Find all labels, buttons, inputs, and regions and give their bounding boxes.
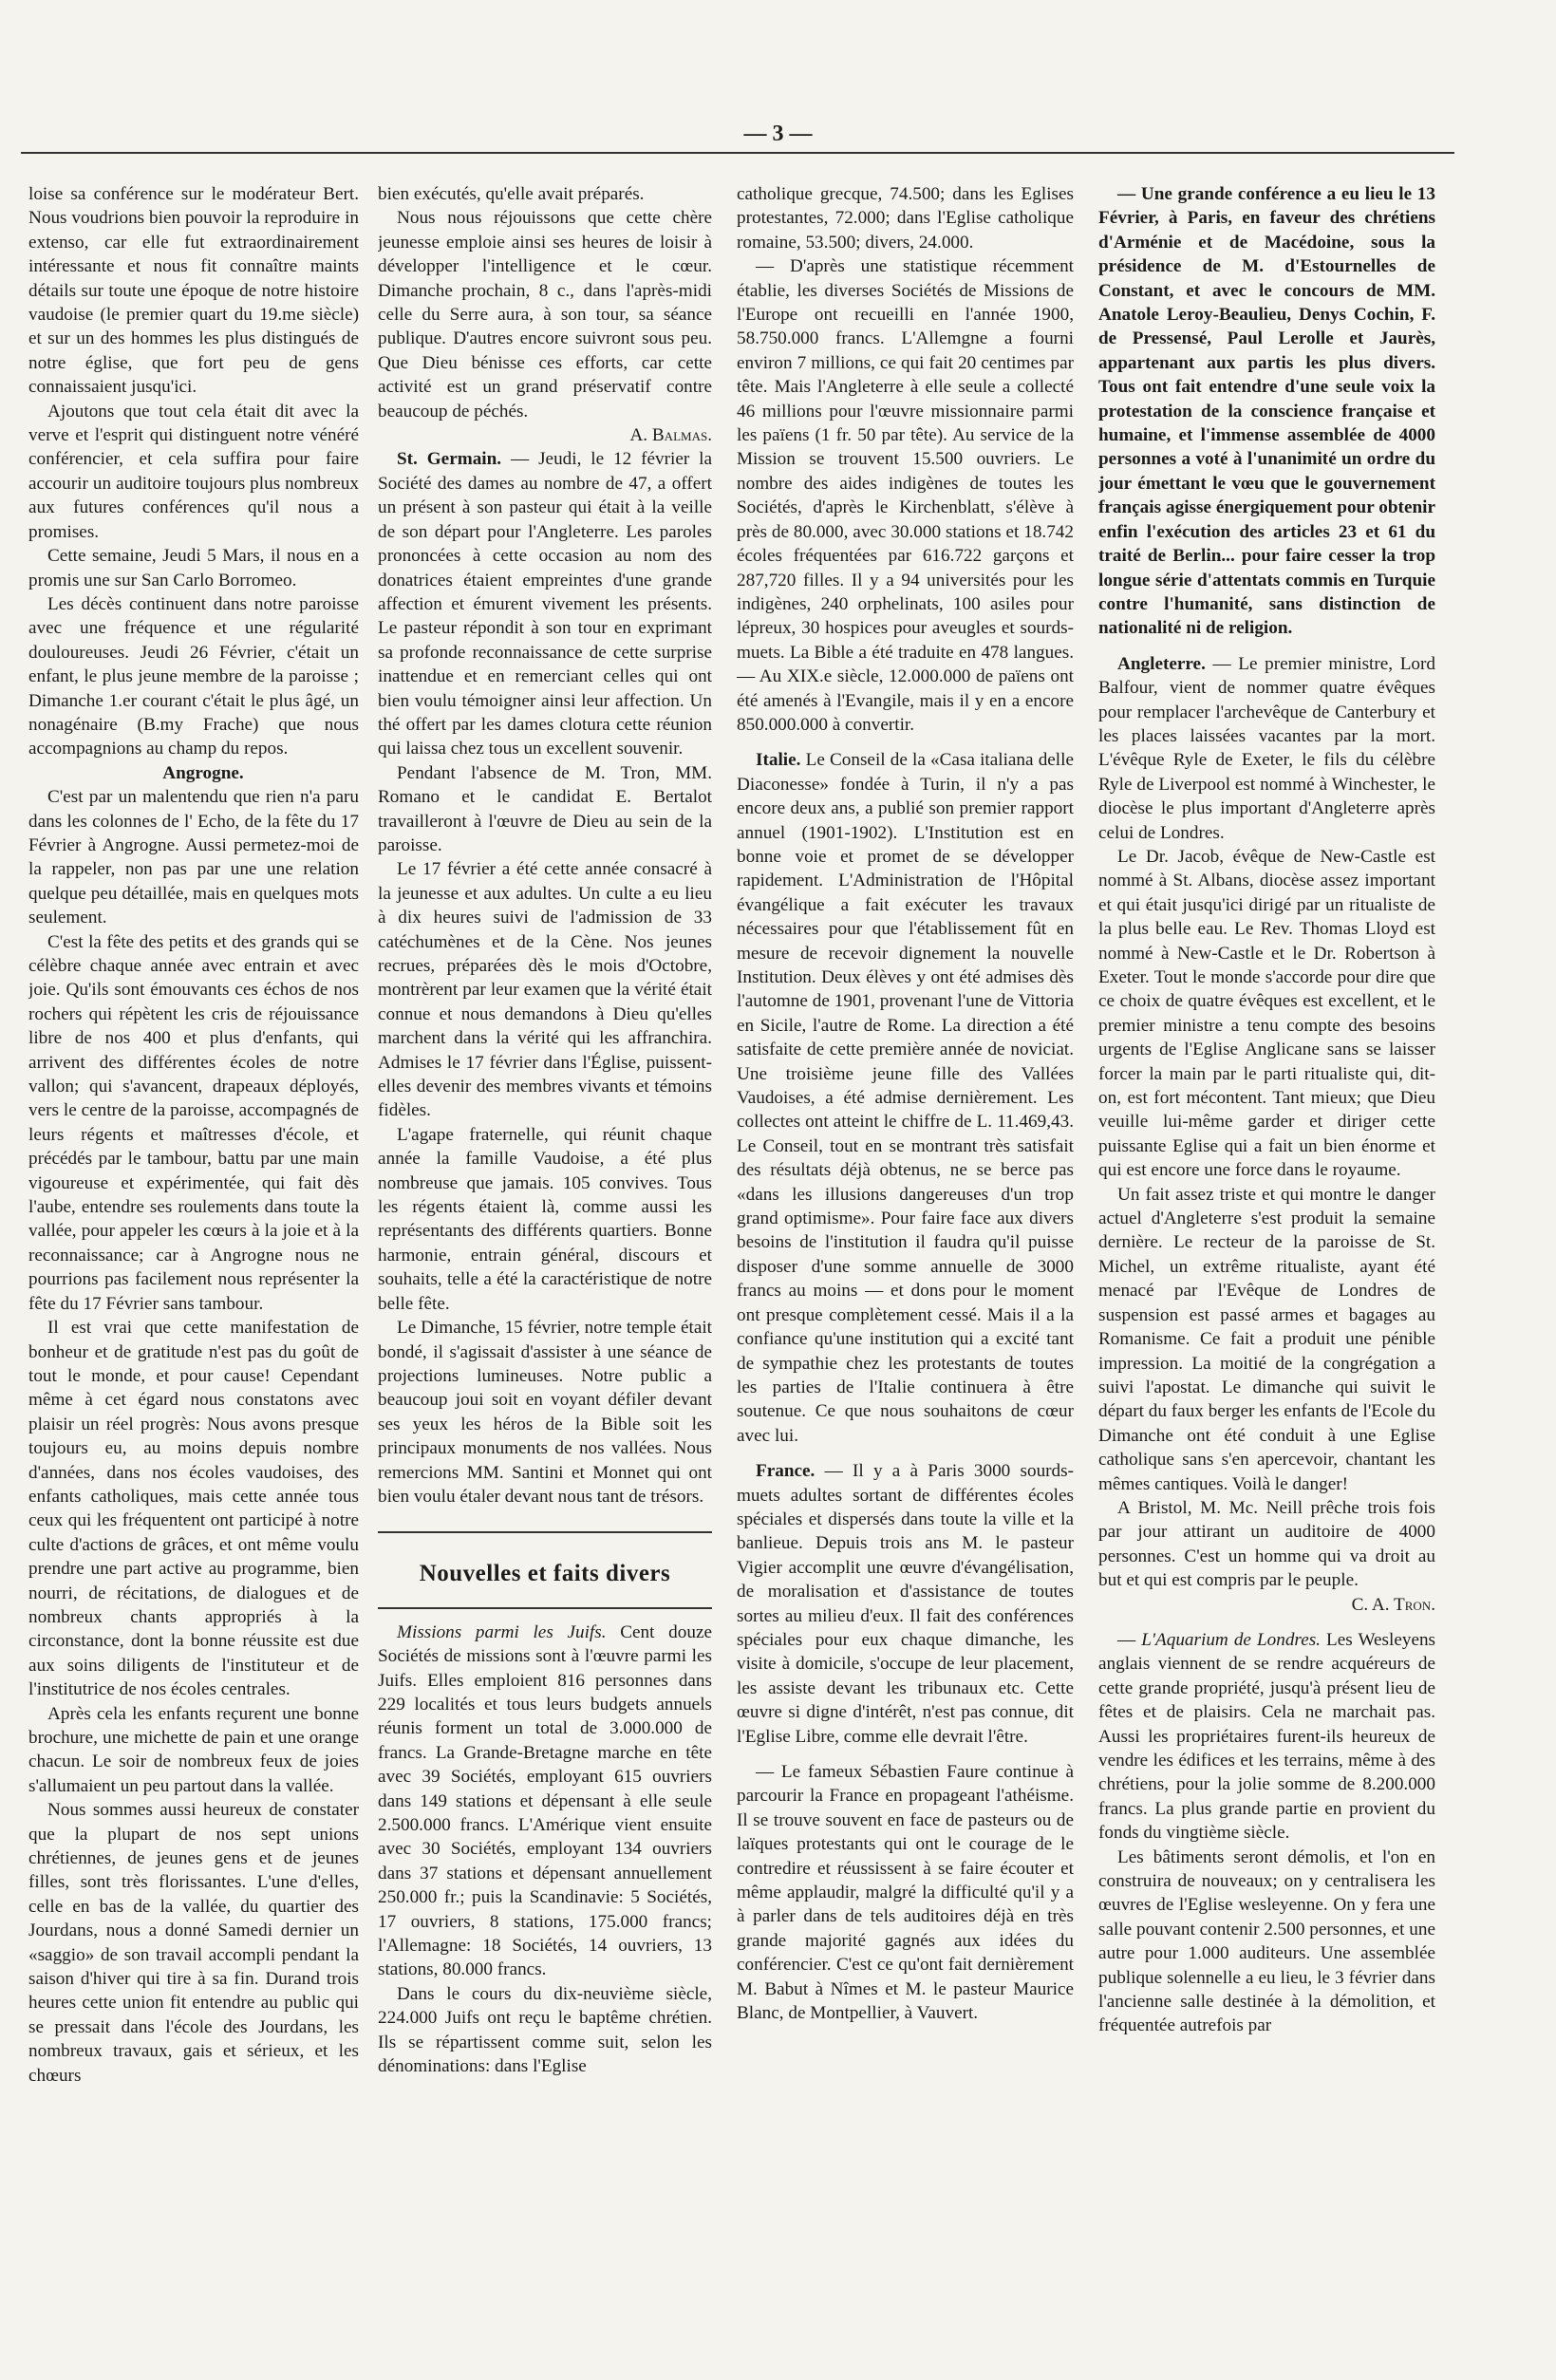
paragraph-text: Le Conseil de la «Casa italiana delle Diaconesse» fondée à Turin, il n'y a pas encore deux ans, a publié son premier rapport annuel (1901-1902). L'Institution est en bonne voie et promet de se développer rapidement. L'Administration de l'Hôpital évangélique a fait exécuter les travaux nécessaires pour que l'établissement fût en mesure de recevoir dignement la nouvelle Institution. Deux élèves y ont été admises dès l'automne de 1901, provenant l'une de Vittoria en Sicile, l'autre de Rome. La direction a été satisfaite de cette première année de noviciat. Une troisième jeune fille des Vallées Vaudoises, a été admise dernièrement. Les collectes ont atteint le chiffre de L. 11.469,43. Le Conseil, tout en se montrant très satisfait des résultats déjà obtenus, ne se berce pas «dans les illusions dangereuses d'un trop grand optimisme». Pour faire face aux divers besoins de l'institution il faudra qu'il puisse disposer d'une somme annuelle de 3000 francs au moins — et dons pour le moment ont presque complètement cessé. Mais il a la confiance qu'une institution qui a excité tant de sympathie chez les protestants de toutes les parties de l'Italie continuera à être soutenue. Ce que nous souhaitons de cœur avec lui. xyxy=(737,750,1074,1446)
paragraph: Il est vrai que cette manifestation de bonheur et de gratitude n'est pas du goût de tout le monde, et pour cause! Cependant même à cet égard nous constatons avec plaisir un réel progrès: Nous avons presque toujours eu, au moins depuis nombre d'années, dans nos écoles vaudoises, des enfants catholiques, mais cette année tous ceux qui les fréquentent ont participé à notre culte d'actions de grâces, et ont même voulu prendre une part active au programme, bien nourri, de récitations, de dialogues et de nombreux chants appropriés à la circonstance, dont la bonne réussite est due aux soins diligents de l'instituteur et de l'institutrice de nos écoles centrales. xyxy=(28,1318,359,1700)
paragraph-aquarium: — L'Aquarium de Londres. Les Wesleyens anglais viennent de se rendre acquéreurs de cette grande propriété, jusqu'à présent lieu de fêtes et de plaisirs. Cela ne marchait pas. Aussi les propriétaires furent-ils heureux de vendre les édifices et les terrains, même à des chrétiens, pour la jolie somme de 8.200.000 francs. La plus grande partie en provient du fonds du vingtième siècle. xyxy=(1098,1629,1435,1844)
paragraph-text: — Il y a à Paris 3000 sourds-muets adultes sortant de différentes écoles spéciales et dispersés dans toute la ville et la banlieue. Depuis trois ans M. le pasteur Vigier accomplit une œuvre d'évangélisation, de moralisation et d'assistance de toutes sortes au milieu d'eux. Il fait des conférences spéciales pour eux chaque dimanche, les visite à domicile, s'occupe de leur placement, les assiste devant les tribunaux etc. Cette œuvre si digne d'intérêt, n'est pas connue, dit l'Eglise Libre, comme elle devrait l'être. xyxy=(737,1461,1074,1747)
run-in-heading: France. xyxy=(756,1461,815,1482)
paragraph: Dans le cours du dix-neuvième siècle, 224.000 Juifs ont reçu le baptême chrétien. Ils se répartissent comme suit, selon les dénominations: dans l'Eglise xyxy=(378,1983,712,2077)
column-3 xyxy=(737,182,1074,2356)
page-number: — 3 — xyxy=(743,122,813,146)
paragraph: bien exécutés, qu'elle avait préparés. xyxy=(378,184,645,204)
run-in-heading: Italie. xyxy=(756,750,801,771)
paragraph: Le Dr. Jacob, évêque de New-Castle est nommé à St. Albans, diocèse assez important et qui était jusqu'ici dirigé par un ritualiste de la plus belle eau. Le Rev. Thomas Lloyd est nommé à New-Castle et le Dr. Robertson à Exeter. Tout le monde s'accorde pour dire que ce choix de quatre évêques est excellent, et le premier ministre a tenu compte des besoins urgents de l'Eglise Anglicane sans se laisser forcer la main par le parti ritualiste qui, dit-on, est fort mécontent. Tant mieux; que Dieu veuille lui-même garder et diriger cette puissante Eglise qui a fait un bien énorme et qui est encore une force dans le royaume. xyxy=(1098,846,1435,1181)
signature-tron: C. A. Tron. xyxy=(1351,1594,1435,1615)
paragraph-italie xyxy=(737,748,1074,1448)
paragraph: Cette semaine, Jeudi 5 Mars, il nous en a promis une sur San Carlo Borromeo. xyxy=(28,546,359,590)
paragraph-text: — Jeudi, le 12 février la Société des dames au nombre de 47, a offert un présent à son pasteur qui était à la veille de son départ pour l'Angleterre. Les paroles prononcées à cette occasion au nom des donatrices étaient empreintes d'une grande affection et émurent vivement les présents. Le pasteur répondit à son tour en exprimant sa profonde reconnaissance de cette surprise inattendue et en remerciant celles qui ont bien voulu témoigner ainsi leur affection. Un thé offert par les dames clotura cette réunion qui laissa chez tous un excellent souvenir. xyxy=(378,449,712,759)
section-title: Nouvelles et faits divers xyxy=(419,1561,671,1587)
header-rule xyxy=(21,152,1454,154)
paragraph: Ajoutons que tout cela était dit avec la verve et l'esprit qui distinguent notre vénéré conférencier, et cela suffira pour faire accourir un auditoire toujours plus nombreux aux futures conférences qu'il nous a promises. xyxy=(28,401,359,542)
paragraph-missions xyxy=(378,1621,712,1982)
paragraph-angleterre xyxy=(1098,652,1435,845)
signature-balmas: A. Balmas. xyxy=(629,425,712,446)
paragraph: Les bâtiments seront démolis, et l'on en construira de nouveaux; on y centralisera les œuvres de l'Eglise wesleyenne. On y fera une salle pouvant contenir 2.500 personnes, et une autre pour 1.000 auditeurs. Une assemblée publique solennelle a eu lieu, le 3 février dans l'ancienne salle destinée à la démolition, et fréquentée autrefois par xyxy=(1098,1846,1435,2036)
paragraph: loise sa conférence sur le modérateur Bert. Nous voudrions bien pouvoir la reproduire in extenso, car elle fut extraordinairement intéressante et nous fit connaître maints détails sur toute une époque de notre histoire vaudoise (le premier quart du 19.me siècle) et sur un des hommes les plus distingués de notre église, que fort peu de gens connaissaient jusqu'ici. xyxy=(28,184,359,398)
column-4 xyxy=(1098,182,1435,2356)
paragraph-text: Cent douze Sociétés de missions sont à l'œuvre parmi les Juifs. Elles emploient 816 personnes dans 229 localités et tous leurs budgets annuels réunis forment un total de 3.000.000 de francs. La Grande-Bretagne marche en tête avec 39 Sociétés, employant 615 ouvriers dans 149 stations et dépensant à elle seule 2.500.000 francs. L'Amérique vient ensuite avec 30 Sociétés, employant 134 ouvriers dans 37 stations et dépensant annuellement 250.000 fr.; puis la Scandinavie: 5 Sociétés, 17 ouvriers, 8 stations, 175.000 francs; l'Allemagne: 18 Sociétés, 14 ouvriers, 13 stations, 80.000 francs. xyxy=(378,1621,712,1980)
run-in-heading: St. Germain. xyxy=(397,449,502,470)
run-in-heading: Missions parmi les Juifs. xyxy=(397,1621,607,1642)
paragraph: Nous sommes aussi heureux de constater que la plupart de nos sept unions chrétiennes, de jeunes gens et de jeunes filles, sont très florissantes. L'une d'elles, celle en bas de la vallée, du quartier des Jourdans, nous a donné Samedi dernier un «saggio» de son travail accompli pendant la saison d'hiver qui tire à sa fin. Durand trois heures cette union fit entendre au public qui se pressait dans l'école des Jourdans, les nombreux travaux, gais et sérieux, et les chœurs xyxy=(28,1800,359,2086)
run-in-heading: Angleterre. xyxy=(1117,653,1206,674)
run-in-heading: L'Aquarium de Londres. xyxy=(1141,1629,1321,1650)
column-1 xyxy=(28,182,359,2356)
paragraph: L'agape fraternelle, qui réunit chaque année la famille Vaudoise, a été plus nombreuse que jamais. 105 convives. Tous les régents étaient là, comme aussi les représentants des différents quartiers. Bonne harmonie, entrain général, discours et souhaits, telle a été la caractéristique de notre belle fête. xyxy=(378,1124,712,1314)
paragraph: Nous nous réjouissons que cette chère jeunesse emploie ainsi ses heures de loisir à développer l'intelligence et le cœur. Dimanche prochain, 8 c., dans l'après-midi celle du Serre aura, à son tour, sa séance publique. D'autres encore suivront sous peu. Que Dieu bénisse ces efforts, car cette activité est un grand préservatif contre beaucoup de péchés. xyxy=(378,208,712,422)
paragraph-st-germain xyxy=(378,447,712,760)
paragraph: C'est la fête des petits et des grands qui se célèbre chaque année avec entrain et avec joie. Qu'ils sont émouvants ces échos de nos rochers qui répètent les cris de réjouissance libre de nos 400 et plus d'enfants, qui arrivent des différentes écoles de notre vallon; qui s'avancent, drapeaux déployés, vers le centre de la paroisse, accompagnés de leurs régents et maîtresses d'école, et précédés par le tambour, battu par une main vigoureuse et expérimentée, qui fait dès l'aube, entendre ses roulements dans toute la vallée, pour appeler les cœurs à la joie et à la reconnaissance; car à Angrogne nous ne pourrions pas facilement nous représenter la fête du 17 Février sans tambour. xyxy=(28,931,359,1314)
paragraph-conference: — Une grande conférence a eu lieu le 13 Février, à Paris, en faveur des chrétiens d'Arménie et de Macédoine, sous la présidence de M. d'Estournelles de Constant, et avec le concours de MM. Anatole Leroy-Beaulieu, Denys Cochin, F. de Pressensé, Paul Lerolle et Jaurès, appartenant aux partis les plus divers. Tous ont fait entendre d'une seule voix la protestation de la conscience française et humaine, et l'immense assemblée de 4000 personnes a voté à l'unanimité un ordre du jour émettant le vœu que le gouvernement français agisse énergiquement pour obtenir enfin l'exécution des articles 23 et 61 du traité de Berlin... pour faire cesser la trop longue série d'attentats commis en Turquie contre l'humanité, sans distinction de nationalité ni de religion. xyxy=(1098,184,1435,639)
paragraph-france xyxy=(737,1459,1074,1749)
paragraph: Le 17 février a été cette année consacré à la jeunesse et aux adultes. Un culte a eu lieu à dix heures suivi de l'admission de 33 catéchumènes et de la Cène. Nos jeunes recrues, préparées dès le mois d'Octobre, montrèrent par leur examen que la vérité était connue et nous demandons à Dieu qu'elles marchent dans la vérité qui les affranchira. Admises le 17 février dans l'Église, puissent-elles devenir des membres vivants et témoins fidèles. xyxy=(378,859,712,1121)
paragraph: Les décès continuent dans notre paroisse avec une fréquence et une régularité douloureuses. Jeudi 26 Février, c'était un enfant, le plus jeune membre de la paroisse ; Dimanche 1.er courant c'était le plus âgé, un nonagénaire (B.my Frache) que nous accompagnions au champ du repos. xyxy=(28,593,359,759)
paragraph: Pendant l'absence de M. Tron, MM. Romano et le candidat E. Bertalot travailleront à l'œuvre de Dieu au sein de la paroisse. xyxy=(378,762,712,855)
paragraph: A Bristol, M. Mc. Neill prêche trois fois par jour attirant un auditoire de 4000 personnes. C'est un homme qui va droit au but et qui est compris par le peuple. xyxy=(1098,1497,1435,1591)
paragraph-text: Les Wesleyens anglais viennent de se rendre acquéreurs de cette grande propriété, jusqu'à présent lieu de fêtes et de plaisirs. Cela ne marchait pas. Aussi les propriétaires furent-ils heureux de vendre les édifices et les terrains, même à des chrétiens, pour la jolie somme de 8.200.000 francs. La plus grande partie en provient du fonds du vingtième siècle. xyxy=(1098,1629,1435,1844)
paragraph: catholique grecque, 74.500; dans les Eglises protestantes, 72.000; dans l'Eglise catholique romaine, 53.500; divers, 24.000. xyxy=(737,184,1074,253)
paragraph: Un fait assez triste et qui montre le danger actuel d'Angleterre s'est produit la semaine dernière. Le recteur de la paroisse de St. Michel, un extrême ritualiste, ayant été menacé par l'Evêque de Londres de suspension est passé armes et bagages au Romanisme. Ce fait a produit une pénible impression. La moitié de la congrégation a suivi l'apostat. Le dimanche qui suivit le départ du faux berger les enfants de l'Ecole du Dimanche ont été conduit à une Eglise catholique sans s'en apercevoir, chantant les mêmes cantiques. Voilà le danger! xyxy=(1098,1184,1435,1494)
section-heading-angrogne: Angrogne. xyxy=(162,762,244,783)
paragraph: Après cela les enfants reçurent une bonne brochure, une michette de pain et une orange chacun. Le soir de nombreux feux de joies s'allumaient un peu partout dans la vallée. xyxy=(28,1703,359,1796)
paragraph: — D'après une statistique récemment établie, les diverses Sociétés de Missions de l'Europe ont recueilli en l'année 1900, 58.750.000 francs. L'Allemgne a fourni environ 7 millions, ce qui fait 20 centimes par tête. Mais l'Angleterre à elle seule a collecté 46 millions pour l'œuvre missionnaire parmi les païens (1 fr. 50 par tête). Au service de la Mission se trouvent 15.500 ouvriers. Le nombre des aides indigènes de toutes les Sociétés, d'après le Kirchenblatt, s'élève à près de 80.000, avec 30.000 stations et 18.742 écoles fréquentées par 616.722 garçons et 287,720 filles. Il y a 94 universités pour les indigènes, 240 orphelinats, 100 asiles pour lépreux, 30 hospices pour aveugles et sourds-muets. La Bible a été traduite en 478 langues. — Au XIX.e siècle, 12.000.000 de païens ont été amenés à l'Evangile, mais il y en a encore 850.000.000 à convertir. xyxy=(737,256,1074,735)
paragraph-text: — Le premier ministre, Lord Balfour, vient de nommer quatre évêques pour remplacer l'archevêque de Canterbury et les places laissées vacantes par la mort. L'évêque Ryle de Exeter, le fils du célèbre Ryle de Liverpool est nommé à Winchester, le diocèse le plus important d'Angleterre après celui de Londres. xyxy=(1098,653,1435,843)
section-title-box xyxy=(378,1531,712,1608)
paragraph: — Le fameux Sébastien Faure continue à parcourir la France en propageant l'athéisme. Il se trouve souvent en face de pasteurs ou de laïques protestants qui ont le courage de le contredire et réussissent à se faire écouter et même applaudir, malgré la difficulté qu'il y a à parler dans de tels auditoires déjà en très grande majorité gagnés aux idées du conférencier. C'est ce qu'ont fait dernièrement M. Babut à Nîmes et M. le pasteur Maurice Blanc, de Montpellier, à Vauvert. xyxy=(737,1762,1074,2024)
column-2 xyxy=(378,182,712,2356)
paragraph: C'est par un malentendu que rien n'a paru dans les colonnes de l' Echo, de la fête du 17 Février à Angrogne. Aussi permetez-moi de la rappeler, non pas par une une relation quelque peu détaillée, mais en quelques mots seulement. xyxy=(28,787,359,928)
paragraph: Le Dimanche, 15 février, notre temple était bondé, il s'agissait d'assister à une séance de projections lumineuses. Notre public a beaucoup joui soit en voyant défiler devant ses yeux les héros de la Bible soit les principaux monuments de nos vallées. Nous remercions MM. Santini et Monnet qui ont bien voulu étaler devant nous tant de trésors. xyxy=(378,1318,712,1507)
